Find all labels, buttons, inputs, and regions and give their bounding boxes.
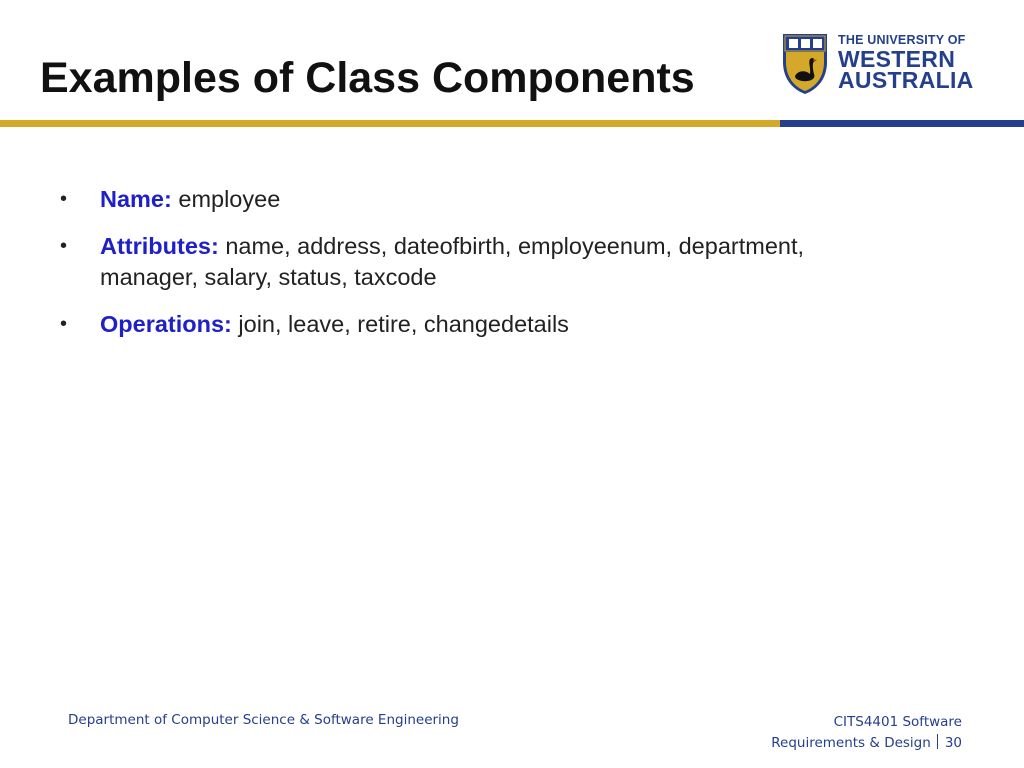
logo-line-1: THE UNIVERSITY OF bbox=[838, 33, 966, 47]
bullet-text: employee bbox=[178, 186, 281, 212]
header-band-gold bbox=[0, 120, 780, 127]
bullet-label: Name: bbox=[100, 186, 172, 212]
bullet-list bbox=[0, 184, 1024, 356]
bullet-icon: • bbox=[60, 188, 68, 210]
page-separator bbox=[937, 734, 938, 749]
logo-line-3: AUSTRALIA bbox=[838, 66, 974, 93]
slide-title: Examples of Class Components bbox=[40, 54, 695, 102]
footer-course-line-1: CITS4401 Software bbox=[833, 714, 962, 730]
black-swan-crest-icon bbox=[780, 32, 830, 96]
footer-course-line-2 bbox=[771, 733, 962, 754]
bullet-name bbox=[0, 184, 900, 215]
footer-department: Department of Computer Science & Software Engineering bbox=[68, 712, 459, 728]
bullet-icon: • bbox=[60, 235, 68, 257]
bullet-text: name, address, dateofbirth, employeenum, department, manager, salary, status, taxcode bbox=[100, 233, 805, 290]
logo-line-2: WESTERN bbox=[838, 45, 956, 72]
bullet-text: join, leave, retire, changedetails bbox=[238, 311, 569, 337]
logo-wordmark bbox=[838, 34, 974, 92]
bullet-attributes bbox=[0, 231, 900, 293]
footer-course bbox=[771, 712, 962, 754]
footer-course-title: Requirements & Design bbox=[771, 735, 931, 751]
bullet-label: Attributes: bbox=[100, 233, 219, 259]
page-number: 30 bbox=[944, 735, 962, 751]
bullet-operations bbox=[0, 309, 900, 340]
bullet-icon: • bbox=[60, 313, 68, 335]
header-band-blue bbox=[780, 120, 1024, 127]
bullet-label: Operations: bbox=[100, 311, 232, 337]
university-logo bbox=[780, 30, 974, 100]
